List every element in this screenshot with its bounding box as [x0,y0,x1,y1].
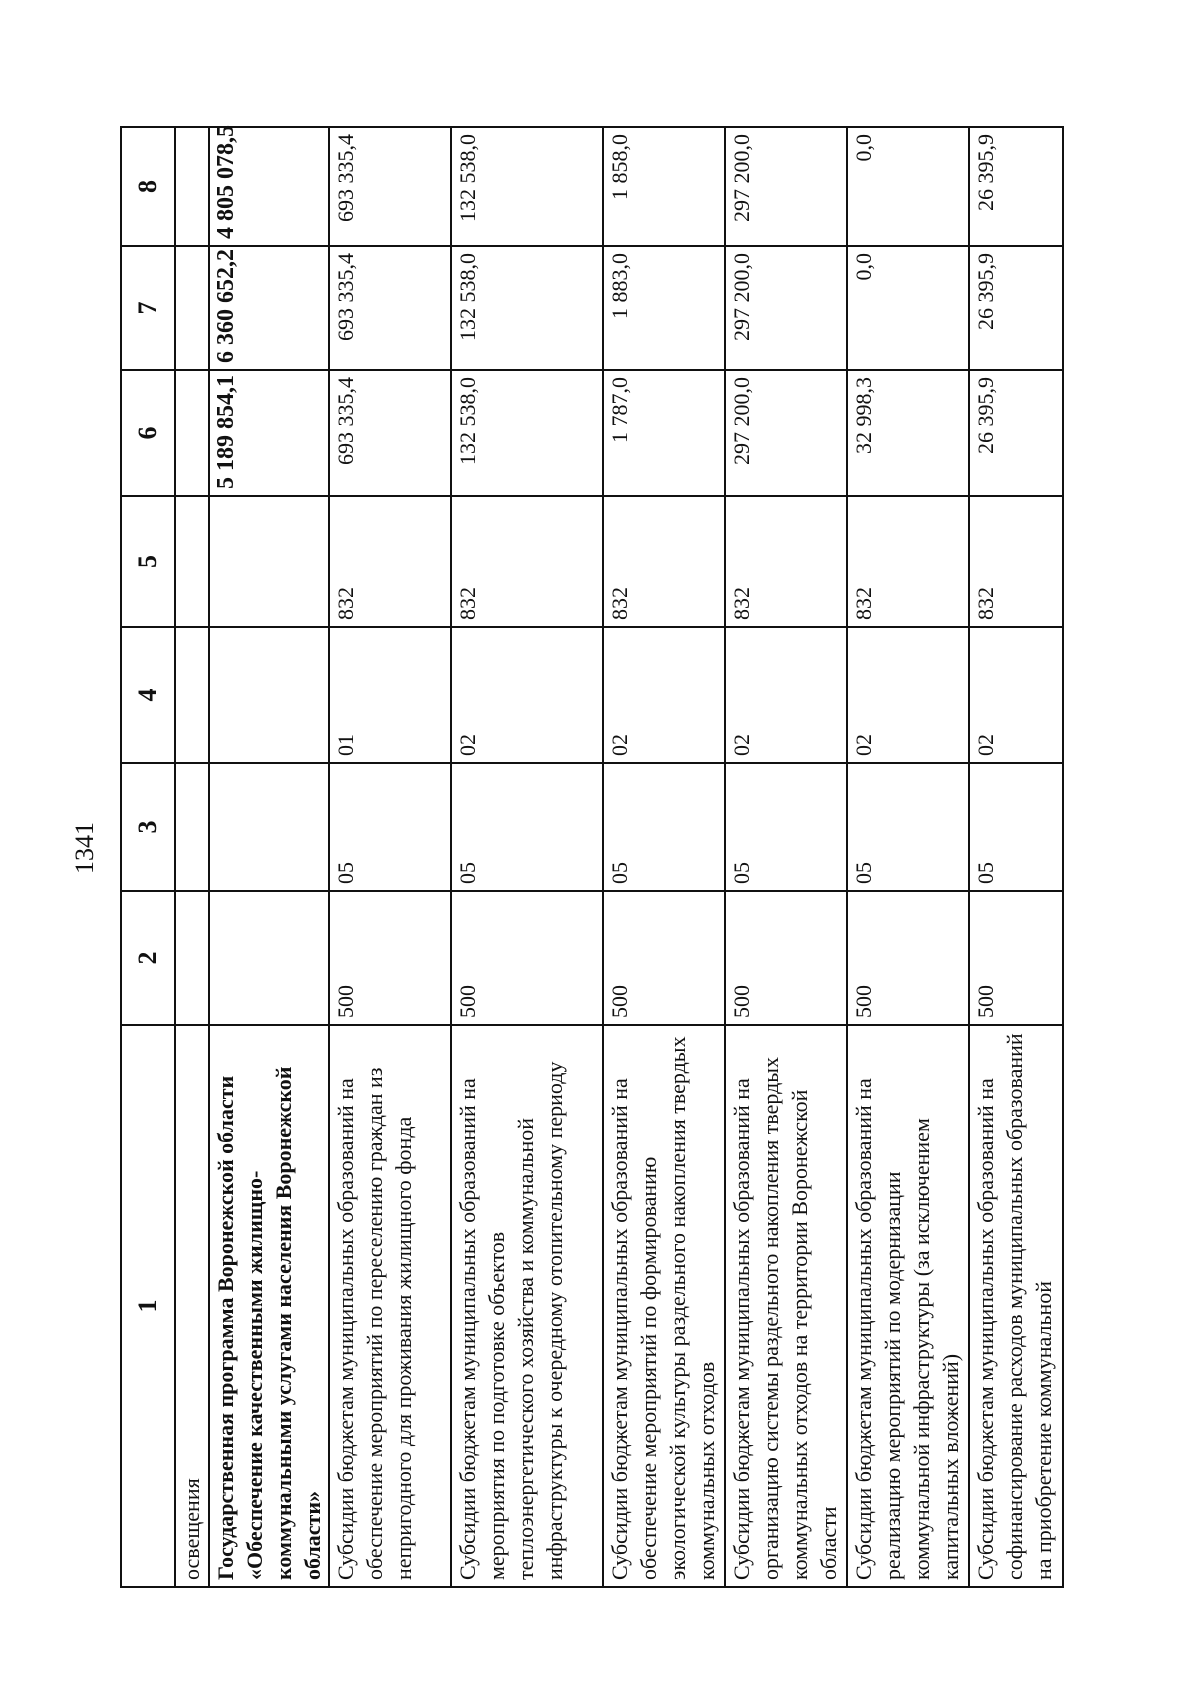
chapter-cell: 500 [329,891,451,1025]
header-cell-4: 4 [121,627,175,763]
table-row [603,127,725,1587]
header-cell-1: 1 [121,1025,175,1587]
row-name-cell: освещения [175,1025,209,1587]
value-cell-7: 0,0 [847,246,969,370]
chapter-cell [175,891,209,1025]
chapter-cell [209,891,329,1025]
value-cell-6: 132 538,0 [451,370,603,496]
chapter-cell: 500 [847,891,969,1025]
header-cell-2: 2 [121,891,175,1025]
value-cell-7: 6 360 652,2 [209,246,329,370]
section-cell [175,763,209,891]
subsection-cell: 02 [969,627,1063,763]
subsection-cell: 02 [725,627,847,763]
table-row [209,127,329,1587]
value-cell-6: 297 200,0 [725,370,847,496]
section-cell: 05 [725,763,847,891]
subsection-cell [175,627,209,763]
table-row [175,127,209,1587]
table-row [969,127,1063,1587]
subsection-cell: 01 [329,627,451,763]
row-name-cell: Государственная программа Воронежской области «Обеспечение качественными жилищно-коммунальными услугами населения Воронежской области» [209,1025,329,1587]
value-cell-6: 26 395,9 [969,370,1063,496]
value-cell-7: 26 395,9 [969,246,1063,370]
row-name-cell: Субсидии бюджетам муниципальных образований на реализацию мероприятий по модернизации коммунальной инфраструктуры (за исключением капитальных вложений) [847,1025,969,1587]
value-cell-8: 693 335,4 [329,127,451,246]
row-name-cell: Субсидии бюджетам муниципальных образований на обеспечение мероприятий по формированию экологической культуры раздельного накопления твердых коммунальных отходов [603,1025,725,1587]
header-cell-7: 7 [121,246,175,370]
row-name-cell: Субсидии бюджетам муниципальных образований на мероприятия по подготовке объектов теплоэнергетического хозяйства и коммунальной инфраструктуры к очередному отопительному периоду [451,1025,603,1587]
section-cell: 05 [847,763,969,891]
page-number: 1341 [70,822,99,874]
chapter-cell: 500 [969,891,1063,1025]
header-cell-3: 3 [121,763,175,891]
value-cell-6: 32 998,3 [847,370,969,496]
section-cell: 05 [329,763,451,891]
chapter-cell: 500 [451,891,603,1025]
value-cell-6: 5 189 854,1 [209,370,329,496]
budget-table [120,126,1064,1588]
subsection-cell: 02 [847,627,969,763]
rotated-page [70,108,1120,1588]
section-cell [209,763,329,891]
row-name-cell: Субсидии бюджетам муниципальных образований на софинансирование расходов муниципальных образований на приобретение коммунальной [969,1025,1063,1587]
type-cell [175,496,209,627]
value-cell-7 [175,246,209,370]
section-cell: 05 [603,763,725,891]
value-cell-7: 132 538,0 [451,246,603,370]
type-cell: 832 [847,496,969,627]
header-cell-8: 8 [121,127,175,246]
value-cell-8: 297 200,0 [725,127,847,246]
value-cell-8: 26 395,9 [969,127,1063,246]
value-cell-7: 693 335,4 [329,246,451,370]
subsection-cell [209,627,329,763]
type-cell: 832 [329,496,451,627]
type-cell [209,496,329,627]
subsection-cell: 02 [603,627,725,763]
chapter-cell: 500 [603,891,725,1025]
type-cell: 832 [969,496,1063,627]
table-row [847,127,969,1587]
table-row [329,127,451,1587]
value-cell-8: 132 538,0 [451,127,603,246]
type-cell: 832 [725,496,847,627]
table-row [725,127,847,1587]
chapter-cell: 500 [725,891,847,1025]
value-cell-6: 1 787,0 [603,370,725,496]
value-cell-6 [175,370,209,496]
row-name-cell: Субсидии бюджетам муниципальных образований на обеспечение мероприятий по переселению граждан из непригодного для проживания жилищного фонда [329,1025,451,1587]
type-cell: 832 [603,496,725,627]
value-cell-8: 0,0 [847,127,969,246]
value-cell-6: 693 335,4 [329,370,451,496]
type-cell: 832 [451,496,603,627]
section-cell: 05 [969,763,1063,891]
value-cell-8: 1 858,0 [603,127,725,246]
section-cell: 05 [451,763,603,891]
value-cell-7: 297 200,0 [725,246,847,370]
subsection-cell: 02 [451,627,603,763]
header-row [121,127,175,1587]
header-cell-5: 5 [121,496,175,627]
table-row [451,127,603,1587]
value-cell-7: 1 883,0 [603,246,725,370]
value-cell-8: 4 805 078,5 [209,127,329,246]
value-cell-8 [175,127,209,246]
header-cell-6: 6 [121,370,175,496]
row-name-cell: Субсидии бюджетам муниципальных образований на организацию системы раздельного накопления твердых коммунальных отходов на территории Воронежской области [725,1025,847,1587]
